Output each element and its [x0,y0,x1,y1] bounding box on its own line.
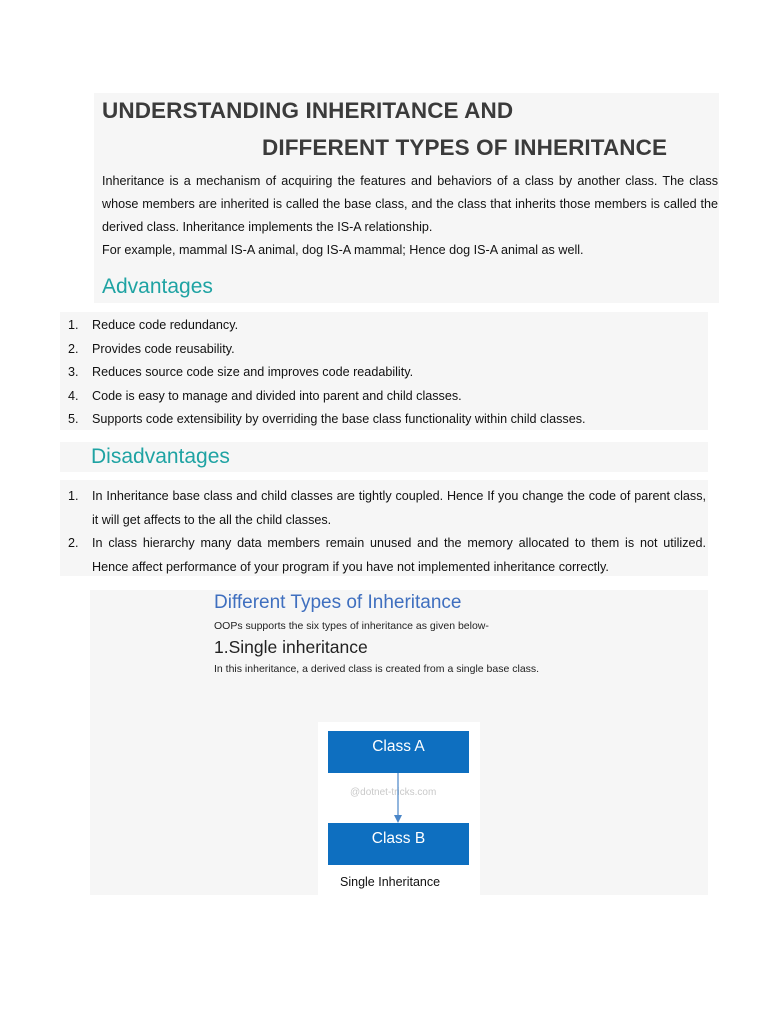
list-number: 1. [68,489,79,503]
list-number: 2. [68,341,79,356]
class-b-box: Class B [328,823,469,865]
list-text: Supports code extensibility by overriding the base class functionality within child classes. [92,412,586,426]
list-text: In Inheritance base class and child classes are tightly coupled. Hence If you change the code of parent class, it will get affects to the all the child classes. [92,489,706,527]
list-text: Reduce code redundancy. [92,318,239,332]
list-item [68,385,706,409]
list-text: In class hierarchy many data members remain unused and the memory allocated to them is not utilized. Hence affect performance of your program if you have not implemented inheritance correctly. [92,536,706,574]
list-item [68,485,706,532]
list-item [68,314,706,338]
list-number: 3. [68,365,79,379]
list-item [68,408,706,432]
diagram-watermark: @dotnet-tricks.com [350,787,437,798]
list-number: 5. [68,412,79,426]
list-item [68,361,706,385]
list-item [68,532,706,579]
page-title-line-1: UNDERSTANDING INHERITANCE AND [102,98,514,123]
types-intro: OOPs supports the six types of inheritance as given below- [214,620,489,632]
page-title-line-2: DIFFERENT TYPES OF INHERITANCE [262,135,668,160]
class-a-box: Class A [328,731,469,773]
intro-paragraph: Inheritance is a mechanism of acquiring the features and behaviors of a class by another class. The class whose members are inherited is called the base class, and the class that inherits those members is called the derived class. Inheritance implements the IS-A relationship. [102,174,718,234]
intro-example: For example, mammal IS-A animal, dog IS-A mammal; Hence dog IS-A animal as well. [102,243,584,257]
disadvantages-list [68,485,706,579]
disadvantages-heading: Disadvantages [91,445,230,468]
advantages-heading: Advantages [102,275,213,298]
advantages-list [68,314,706,432]
list-number: 1. [68,318,79,332]
types-heading: Different Types of Inheritance [214,592,462,613]
list-text: Code is easy to manage and divided into parent and child classes. [92,388,462,403]
intro-text [102,170,718,262]
list-number: 4. [68,388,79,403]
single-inheritance-description: In this inheritance, a derived class is created from a single base class. [214,663,540,675]
list-number: 2. [68,536,79,550]
single-inheritance-heading: 1.Single inheritance [214,637,368,657]
list-text: Reduces source code size and improves code readability. [92,365,414,379]
list-item [68,338,706,362]
diagram-caption: Single Inheritance [340,875,441,889]
list-text: Provides code reusability. [92,341,235,356]
